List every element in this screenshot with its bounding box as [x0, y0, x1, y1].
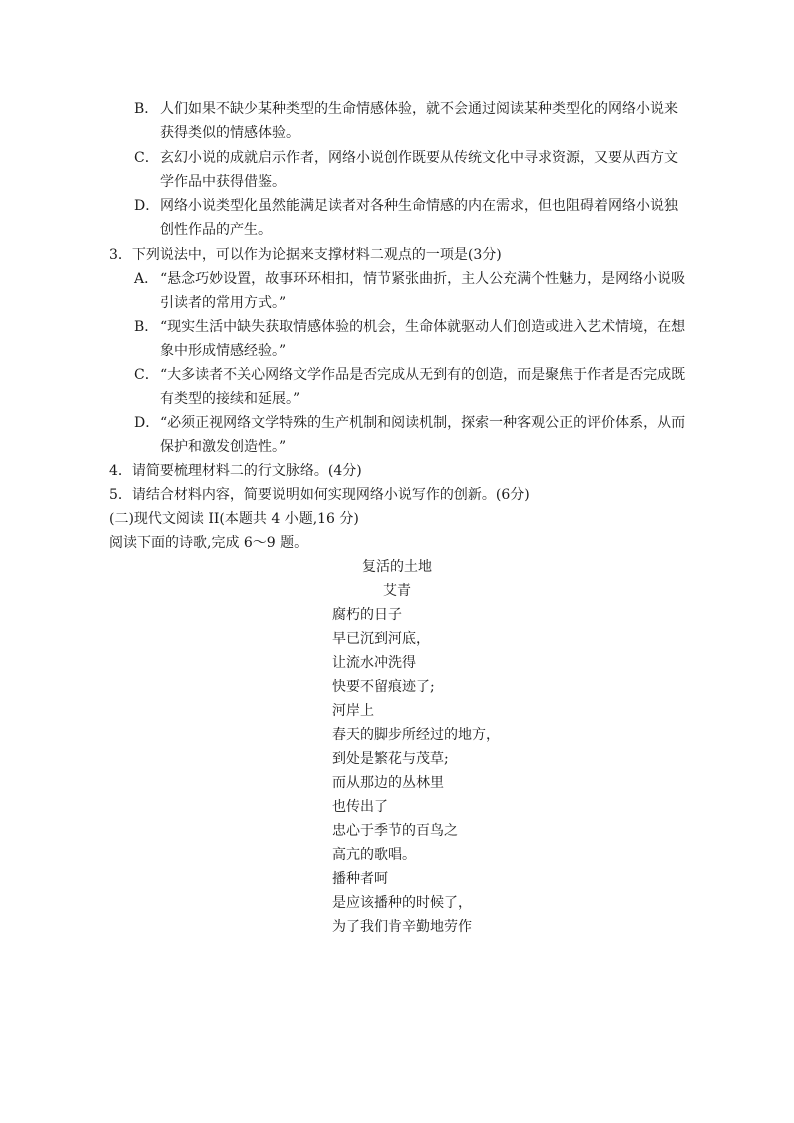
q2-option-d — [134, 194, 694, 242]
q3-option-a — [134, 267, 694, 315]
poem-line: 播种者呵 — [332, 871, 388, 887]
poem-line: 河岸上 — [332, 703, 374, 719]
poem-line: 为了我们肯辛勤地劳作 — [332, 919, 472, 935]
poem-line: 让流水冲洗得 — [332, 655, 416, 671]
poem-author: 艾青 — [383, 583, 411, 599]
poem-line: 快要不留痕迹了; — [332, 679, 435, 695]
poem-line: 忠心于季节的百鸟之 — [332, 823, 458, 839]
option-letter: C． — [134, 150, 159, 166]
option-text-continued: 引读者的常用方式。” — [160, 295, 287, 311]
option-letter: A． — [134, 271, 159, 287]
q2-option-b — [134, 97, 694, 145]
poem-title: 复活的土地 — [362, 559, 432, 575]
section-heading: (二)现代文阅读 II(本题共 4 小题,16 分) — [109, 511, 359, 527]
option-text-continued: 保护和激发创造性。” — [160, 439, 287, 455]
option-text: “必须正视网络文学特殊的生产机制和阅读机制，探索一种客观公正的评价体系，从而 — [160, 415, 686, 431]
q2-option-c — [134, 146, 694, 194]
option-text: 人们如果不缺少某种类型的生命情感体验，就不会通过阅读某种类型化的网络小说来 — [160, 101, 678, 117]
poem-line: 到处是繁花与茂草; — [332, 751, 449, 767]
poem-line: 是应该播种的时候了， — [332, 895, 472, 911]
option-text-continued: 创性作品的产生。 — [160, 222, 272, 238]
poem-line: 早已沉到河底， — [332, 631, 430, 647]
option-letter: C． — [134, 367, 159, 383]
option-text-continued: 获得类似的情感体验。 — [160, 125, 300, 141]
option-letter: D． — [134, 198, 160, 214]
option-text: “悬念巧妙设置，故事环环相扣，情节紧张曲折，主人公充满个性魅力，是网络小说吸 — [160, 271, 686, 287]
q4: 4．请简要梳理材料二的行文脉络。(4分) — [109, 463, 362, 479]
option-text: “大多读者不关心网络文学作品是否完成从无到有的创造，而是聚焦于作者是否完成既 — [160, 367, 686, 383]
option-letter: B． — [134, 319, 159, 335]
reading-instruction: 阅读下面的诗歌,完成 6～9 题。 — [109, 535, 309, 551]
poem-line: 高亢的歌唱。 — [332, 847, 416, 863]
poem-line: 也传出了 — [332, 799, 388, 815]
option-text-continued: 学作品中获得借鉴。 — [160, 174, 286, 190]
poem-line: 春天的脚步所经过的地方， — [332, 727, 500, 743]
poem-line: 腐朽的日子 — [332, 607, 402, 623]
q5: 5．请结合材料内容，简要说明如何实现网络小说写作的创新。(6分) — [109, 487, 530, 503]
option-text-continued: 有类型的接续和延展。” — [160, 391, 301, 407]
option-text-continued: 象中形成情感经验。” — [160, 343, 287, 359]
option-letter: B． — [134, 101, 159, 117]
q3-stem: 3．下列说法中，可以作为论据来支撑材料二观点的一项是(3分) — [109, 247, 502, 263]
option-text: 网络小说类型化虽然能满足读者对各种生命情感的内在需求，但也阻碍着网络小说独 — [160, 198, 678, 214]
option-letter: D． — [134, 415, 160, 431]
q3-option-d — [134, 411, 694, 459]
q3-option-c — [134, 363, 694, 411]
option-text: 玄幻小说的成就启示作者，网络小说创作既要从传统文化中寻求资源，又要从西方文 — [160, 150, 678, 166]
option-text: “现实生活中缺失获取情感体验的机会，生命体就驱动人们创造或进入艺术情境，在想 — [160, 319, 686, 335]
q3-option-b — [134, 315, 694, 363]
poem-line: 而从那边的丛林里 — [332, 775, 444, 791]
